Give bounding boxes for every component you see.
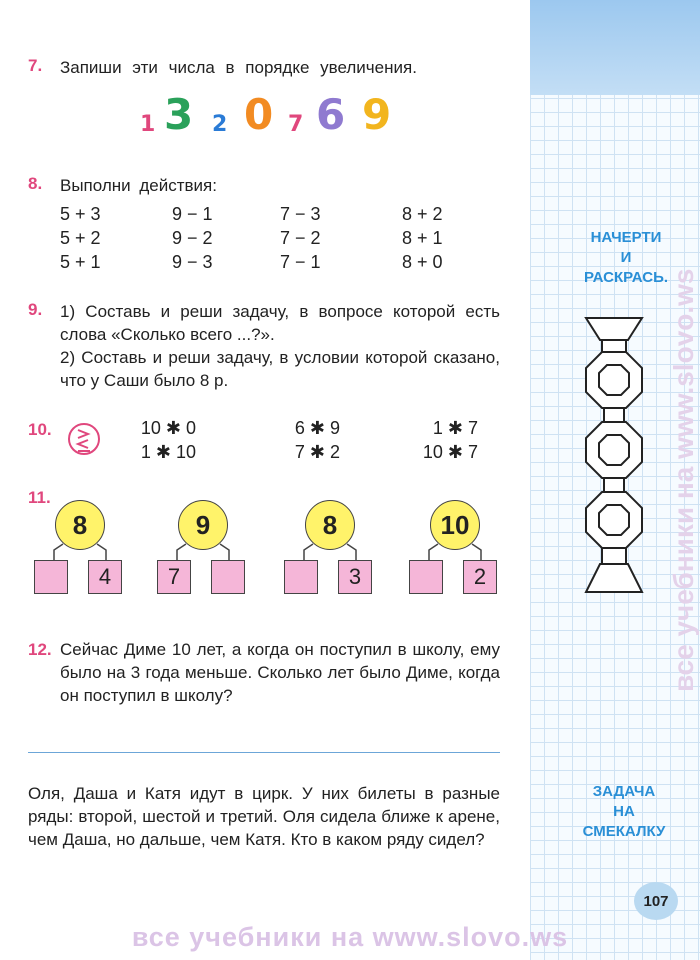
exercise-8-expression: 5 + 3	[60, 204, 101, 224]
exercise-11-part-box-right[interactable]: 2	[463, 560, 497, 594]
sidebar-puzzle-label-line-1: ЗАДАЧА	[592, 783, 656, 800]
page-number: 107	[634, 882, 678, 920]
exercise-11-whole-circle: 10	[430, 500, 480, 550]
exercise-11-whole-circle: 8	[55, 500, 105, 550]
compare-icon	[66, 420, 106, 460]
exercise-10-expression: 10 ✱ 0	[140, 418, 196, 438]
exercise-8-expression: 8 + 0	[402, 252, 443, 272]
exercise-11-connector	[54, 544, 63, 560]
exercise-7-digit: 1	[140, 112, 156, 137]
exercise-9-text-2: 2) Составь и реши задачу, в условии которой сказано, что у Саши было 8 р.	[60, 348, 500, 390]
exercise-7-digit: 2	[212, 112, 228, 137]
octagon-column-drawing	[580, 316, 670, 600]
exercise-8-expression: 5 + 2	[60, 228, 101, 248]
exercise-12-number: 12.	[28, 640, 52, 659]
exercise-11-part-box-left[interactable]	[34, 560, 68, 594]
exercise-9-text-1: 1) Составь и реши задачу, в вопросе которой есть слова «Сколько всего ...?».	[60, 302, 500, 344]
exercise-8-expression: 9 − 3	[172, 252, 213, 272]
exercise-7-digit: 9	[362, 90, 392, 139]
sidebar-puzzle-label-line-2: НА	[613, 803, 635, 820]
exercise-7-number: 7.	[28, 56, 43, 75]
sidebar-watermark: все учебники на www.slovo.ws	[668, 268, 699, 692]
sidebar-puzzle-label	[564, 782, 684, 842]
exercise-11-part-box-right[interactable]: 3	[338, 560, 372, 594]
exercise-10-expression: 10 ✱ 7	[422, 442, 478, 462]
exercise-11-part-box-left[interactable]	[409, 560, 443, 594]
exercise-8-text: Выполни действия:	[60, 176, 217, 195]
section-divider	[28, 752, 500, 753]
sidebar-draw-label-line-3: РАСКРАСЬ.	[583, 269, 669, 286]
exercise-8-expression: 7 − 3	[280, 204, 321, 224]
exercise-11-part-box-left[interactable]	[284, 560, 318, 594]
exercise-7-text: Запиши эти числа в порядке увеличения.	[60, 58, 417, 77]
exercise-11-part-box-right[interactable]: 4	[88, 560, 122, 594]
sidebar-puzzle-label-line-3: СМЕКАЛКУ	[582, 823, 666, 840]
exercise-7-digit: 7	[288, 112, 304, 137]
exercise-10-expression: 6 ✱ 9	[294, 418, 340, 438]
exercise-8-expression: 9 − 1	[172, 204, 213, 224]
exercise-9-number: 9.	[28, 300, 43, 319]
exercise-11-connector	[177, 544, 186, 560]
riddle-text: Оля, Даша и Катя идут в цирк. У них билеты в разные ряды: второй, шестой и третий. Оля сидела ближе к арене, чем Даша, но дальше, чем Катя. Кто в каком ряду сидел?	[28, 784, 500, 849]
exercise-7-digit: 3	[164, 90, 194, 139]
exercise-11-part-box-left[interactable]: 7	[157, 560, 191, 594]
exercise-8-expression: 9 − 2	[172, 228, 213, 248]
exercise-8-expression: 7 − 1	[280, 252, 321, 272]
sidebar-draw-label-line-2: И	[620, 249, 632, 266]
exercise-8-expression: 8 + 1	[402, 228, 443, 248]
exercise-11-connector	[347, 544, 356, 560]
exercise-11-whole-circle: 8	[305, 500, 355, 550]
exercise-8-expression: 5 + 1	[60, 252, 101, 272]
exercise-11-connector	[472, 544, 481, 560]
exercise-11-connector	[97, 544, 106, 560]
sidebar-header-band	[530, 0, 700, 95]
exercise-11-whole-circle: 9	[178, 500, 228, 550]
exercise-7-digit: 0	[244, 90, 274, 139]
exercise-10-number: 10.	[28, 420, 52, 439]
exercise-8-expression: 7 − 2	[280, 228, 321, 248]
exercise-10-expression: 1 ✱ 10	[140, 442, 196, 462]
exercise-12-text: Сейчас Диме 10 лет, а когда он поступил в школу, ему было на 3 года меньше. Сколько лет было Диме, когда он поступил в школу?	[60, 640, 500, 705]
sidebar-draw-label-line-1: НАЧЕРТИ	[590, 229, 662, 246]
exercise-11-number: 11.	[28, 488, 51, 507]
exercise-10-expression: 7 ✱ 2	[294, 442, 340, 462]
exercise-8-expression: 8 + 2	[402, 204, 443, 224]
exercise-7-digit: 6	[316, 90, 346, 139]
exercise-10-expression: 1 ✱ 7	[432, 418, 478, 438]
exercise-11-part-box-right[interactable]	[211, 560, 245, 594]
exercise-11-connector	[220, 544, 229, 560]
exercise-11-connector	[304, 544, 313, 560]
exercise-11-connector	[429, 544, 438, 560]
footer-watermark: все учебники на www.slovo.ws	[131, 922, 569, 952]
exercise-8-number: 8.	[28, 174, 43, 193]
